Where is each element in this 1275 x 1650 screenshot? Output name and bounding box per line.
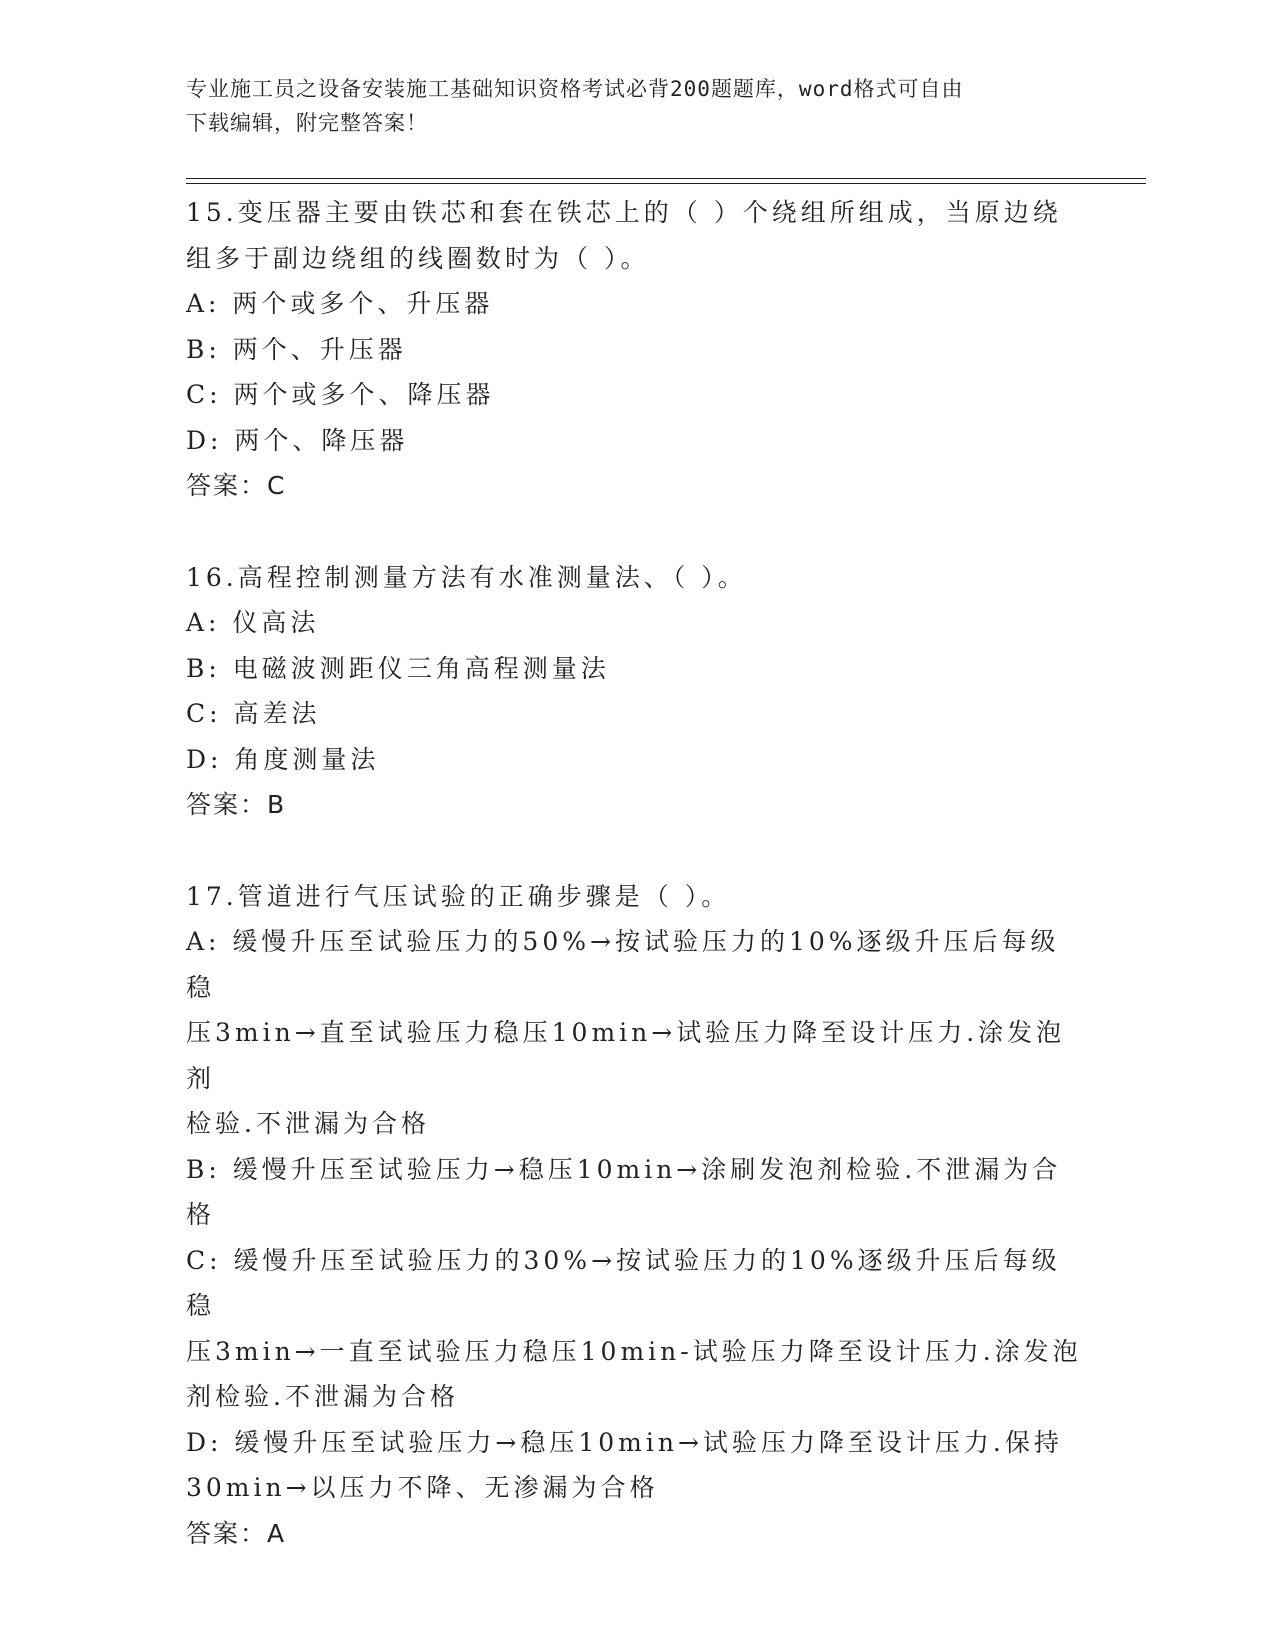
header-line-2: 下载编辑，附完整答案！	[186, 111, 428, 135]
question-stem-line: 组多于副边绕组的线圈数时为（ ）。	[186, 243, 650, 273]
answer-option-line: D: 缓慢升压至试验压力→稳压10min→试验压力降至设计压力.保持	[186, 1427, 1063, 1457]
answer-option-line: C: 高差法	[186, 699, 321, 728]
answer-option-line: A: 两个或多个、升压器	[186, 289, 494, 318]
answer-option	[186, 691, 1086, 737]
answer-option-line: A: 仪高法	[186, 608, 320, 637]
answer-option	[186, 1238, 1086, 1420]
question-block	[186, 555, 1086, 828]
correct-answer: 答案：C	[186, 471, 287, 500]
answer-option	[186, 418, 1086, 464]
question-stem-line: 17.管道进行气压试验的正确步骤是（ ）。	[186, 881, 731, 911]
answer-option	[186, 919, 1086, 1147]
answer-option	[186, 737, 1086, 783]
answer-option-line: B: 电磁波测距仪三角高程测量法	[186, 653, 610, 683]
header-line-1: 专业施工员之设备安装施工基础知识资格考试必背200题题库，word格式可自由	[186, 77, 964, 101]
answer-option	[186, 327, 1086, 373]
answer-option-line: 剂检验.不泄漏为合格	[186, 1382, 459, 1411]
answer-option-line: C: 缓慢升压至试验压力的30%→按试验压力的10%逐级升压后每级稳	[186, 1245, 1061, 1320]
answer-option	[186, 1420, 1086, 1511]
document-header	[186, 72, 1086, 140]
header-divider-bottom	[186, 183, 1146, 184]
question-block	[186, 190, 1086, 509]
answer-option-line: 检验.不泄漏为合格	[186, 1109, 430, 1138]
answer-option	[186, 1147, 1086, 1238]
answer-option-line: D: 角度测量法	[186, 744, 380, 774]
answer-option-line: 压3min→直至试验压力稳压10min→试验压力降至设计压力.涂发泡剂	[186, 1018, 1066, 1093]
answer-option	[186, 281, 1086, 327]
answer-option-line: A: 缓慢升压至试验压力的50%→按试验压力的10%逐级升压后每级稳	[186, 927, 1060, 1002]
header-divider-top	[186, 178, 1146, 179]
answer-option	[186, 372, 1086, 418]
answer-option-line: C: 两个或多个、降压器	[186, 380, 495, 409]
answer-option-line: B: 缓慢升压至试验压力→稳压10min→涂刷发泡剂检验.不泄漏为合格	[186, 1154, 1062, 1229]
answer-option-line: 30min→以压力不降、无渗漏为合格	[186, 1473, 659, 1502]
correct-answer: 答案：A	[186, 1518, 287, 1548]
answer-option-line: 压3min→一直至试验压力稳压10min-试验压力降至设计压力.涂发泡	[186, 1336, 1082, 1366]
question-stem-line: 16.高程控制测量方法有水准测量法、（ ）。	[186, 562, 747, 592]
answer-option	[186, 646, 1086, 692]
question-list	[186, 190, 1086, 1602]
answer-option-line: D: 两个、降压器	[186, 425, 409, 455]
question-block	[186, 874, 1086, 1557]
correct-answer: 答案：B	[186, 790, 287, 819]
answer-option-line: B: 两个、升压器	[186, 334, 407, 364]
answer-option	[186, 600, 1086, 646]
question-stem-line: 15.变压器主要由铁芯和套在铁芯上的（ ）个绕组所组成，当原边绕	[186, 198, 1062, 227]
